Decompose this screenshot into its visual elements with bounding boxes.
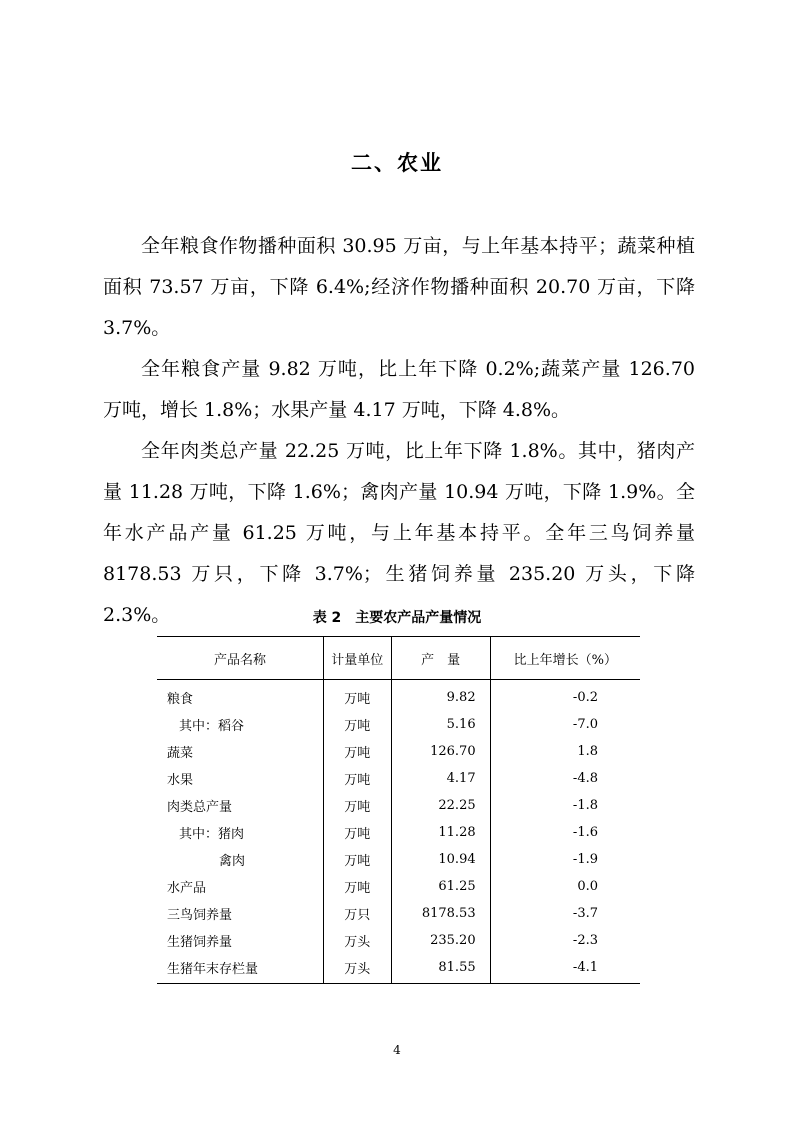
output: 5.16 — [391, 711, 490, 738]
unit: 万头 — [323, 954, 391, 984]
product-name: 其中：猪肉 — [179, 827, 245, 842]
unit: 万吨 — [323, 846, 391, 873]
growth: -4.8 — [490, 765, 640, 792]
unit: 万吨 — [323, 819, 391, 846]
table-row — [157, 873, 640, 900]
table-row — [157, 738, 640, 765]
table-row — [157, 792, 640, 819]
unit: 万头 — [323, 927, 391, 954]
unit: 万只 — [323, 900, 391, 927]
unit: 万吨 — [323, 711, 391, 738]
product-name: 生猪年末存栏量 — [157, 954, 323, 984]
paragraph-meat-aquatic: 全年肉类总产量 22.25 万吨，比上年下降 1.8%。其中，猪肉产量 11.28 万吨，下降 1.6%；禽肉产量 10.94 万吨，下降 1.9%。全年水产品产量 61.25 万吨，与上年基本持平。全年三鸟饲养量 8178.53 万只，下降 3.7%；生猪饲养量 235.20 万头，下降 2.3%。 — [103, 440, 695, 626]
table-row — [157, 711, 640, 738]
header-growth: 比上年增长（%） — [490, 637, 640, 680]
paragraph-crop-output: 全年粮食产量 9.82 万吨，比上年下降 0.2%;蔬菜产量 126.70 万吨，增长 1.8%；水果产量 4.17 万吨，下降 4.8%。 — [103, 358, 695, 421]
paragraph-planting-area: 全年粮食作物播种面积 30.95 万亩，与上年基本持平；蔬菜种植面积 73.57 万亩，下降 6.4%;经济作物播种面积 20.70 万亩，下降 3.7%。 — [103, 235, 695, 339]
unit: 万吨 — [323, 792, 391, 819]
output: 235.20 — [391, 927, 490, 954]
header-unit: 计量单位 — [323, 637, 391, 680]
output: 22.25 — [391, 792, 490, 819]
growth: -4.1 — [490, 954, 640, 984]
output: 81.55 — [391, 954, 490, 984]
page-number: 4 — [393, 1043, 401, 1057]
growth: -1.6 — [490, 819, 640, 846]
unit: 万吨 — [323, 765, 391, 792]
output: 11.28 — [391, 819, 490, 846]
table-row — [157, 846, 640, 873]
output: 61.25 — [391, 873, 490, 900]
product-name: 禽肉 — [219, 854, 246, 869]
growth: -3.7 — [490, 900, 640, 927]
product-name: 其中：稻谷 — [179, 719, 245, 734]
output: 4.17 — [391, 765, 490, 792]
growth: -1.9 — [490, 846, 640, 873]
growth: -7.0 — [490, 711, 640, 738]
growth: -1.8 — [490, 792, 640, 819]
unit: 万吨 — [323, 680, 391, 712]
unit: 万吨 — [323, 873, 391, 900]
product-name: 生猪饲养量 — [167, 935, 233, 950]
growth: 0.0 — [490, 873, 640, 900]
unit: 万吨 — [323, 738, 391, 765]
table-caption: 表 2 主要农产品产量情况 — [312, 610, 482, 626]
table-row — [157, 900, 640, 927]
product-name: 水果 — [167, 773, 194, 788]
product-name: 蔬菜 — [167, 746, 194, 761]
growth: 1.8 — [490, 738, 640, 765]
section-title: 二、农业 — [351, 151, 443, 175]
growth: -2.3 — [490, 927, 640, 954]
table-row — [157, 680, 640, 712]
table-row — [157, 819, 640, 846]
product-name: 三鸟饲养量 — [167, 908, 233, 923]
table-row — [157, 954, 640, 984]
table-row — [157, 927, 640, 954]
agricultural-output-table — [157, 636, 640, 984]
table-row — [157, 765, 640, 792]
growth: -0.2 — [490, 680, 640, 712]
output: 126.70 — [391, 738, 490, 765]
body-text — [103, 226, 695, 636]
output: 8178.53 — [391, 900, 490, 927]
product-name: 肉类总产量 — [167, 800, 233, 815]
header-output: 产 量 — [391, 637, 490, 680]
product-name: 水产品 — [167, 881, 207, 896]
table-header-row — [157, 637, 640, 680]
product-name: 粮食 — [167, 692, 194, 707]
output: 10.94 — [391, 846, 490, 873]
output: 9.82 — [391, 680, 490, 712]
header-product-name: 产品名称 — [157, 637, 323, 680]
